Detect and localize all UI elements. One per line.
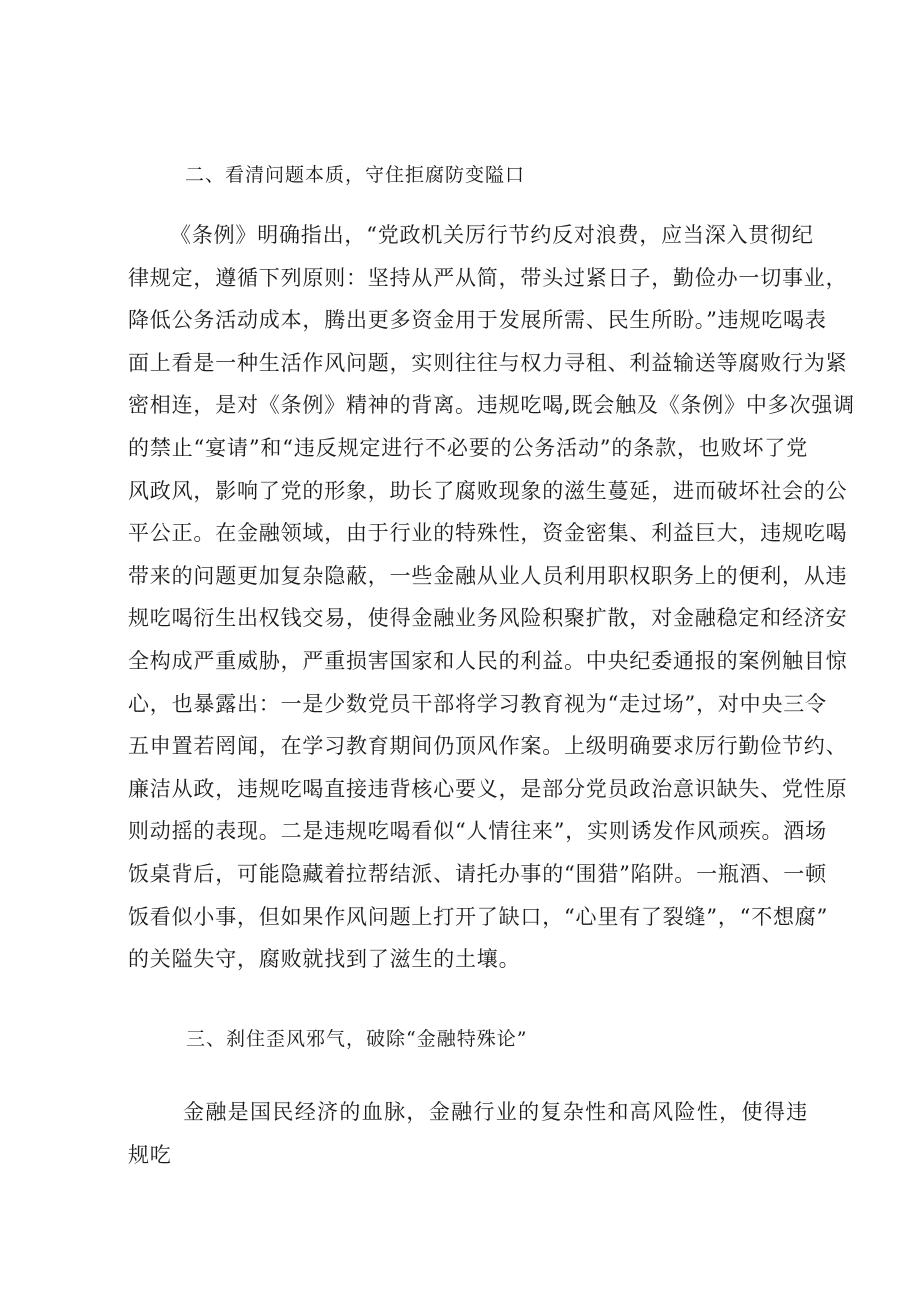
paragraph-line: 降低公务活动成本，腾出更多资金用于发展所需、民生所盼。”违规吃喝表 bbox=[128, 308, 827, 333]
paragraph-line: 平公正。在金融领域，由于行业的特殊性，资金密集、利益巨大，违规吃喝 bbox=[128, 521, 848, 546]
paragraph-line: 五申置若罔闻，在学习教育期间仍顶风作案。上级明确要求厉行勤俭节约、 bbox=[128, 734, 848, 759]
paragraph-line: 《条例》明确指出，“党政机关厉行节约反对浪费，应当深入贯彻纪 bbox=[170, 223, 814, 247]
paragraph-line: 风政风，影响了党的形象，助长了腐败现象的滋生蔓延，进而破坏社会的公 bbox=[128, 478, 848, 503]
paragraph-line: 的禁止“宴请”和“违反规定进行不必要的公务活动”的条款，也败坏了党 bbox=[128, 435, 808, 460]
section-3-heading: 三、刹住歪风邪气，破除“金融特殊论” bbox=[186, 1028, 528, 1050]
section-3-paragraph: 金融是国民经济的血脉，金融行业的复杂性和高风险性，使得违规吃 bbox=[128, 1100, 808, 1167]
paragraph-line: 则动摇的表现。二是违规吃喝看似“人情往来”，实则诱发作风顽疾。酒场 bbox=[128, 819, 827, 844]
paragraph-line: 密相连，是对《条例》精神的背离。违规吃喝,既会触及《条例》中多次强调 bbox=[128, 393, 855, 418]
paragraph-line: 廉洁从政，违规吃喝直接违背核心要义，是部分党员政治意识缺失、党性原 bbox=[128, 776, 848, 801]
paragraph-line: 全构成严重威胁，严重损害国家和人民的利益。中央纪委通报的案例触目惊 bbox=[128, 648, 848, 673]
paragraph-line: 饭看似小事，但如果作风问题上打开了缺口，“心里有了裂缝”，“不想腐” bbox=[128, 904, 829, 929]
paragraph-line: 的关隘失守，腐败就找到了滋生的土壤。 bbox=[128, 947, 521, 972]
paragraph-line: 律规定，遵循下列原则：坚持从严从简，带头过紧日子，勤俭办一切事业， bbox=[128, 265, 848, 290]
paragraph-line: 饭桌背后，可能隐藏着拉帮结派、请托办事的“围猎”陷阱。一瓶酒、一顿 bbox=[128, 861, 827, 886]
section-2-heading: 二、看清问题本质，守住拒腐防变隘口 bbox=[185, 164, 526, 186]
paragraph-line: 规吃喝衍生出权钱交易，使得金融业务风险积聚扩散，对金融稳定和经济安 bbox=[128, 606, 848, 631]
paragraph-line: 面上看是一种生活作风问题，实则往往与权力寻租、利益输送等腐败行为紧 bbox=[128, 350, 848, 375]
paragraph-line: 心，也暴露出：一是少数党员干部将学习教育视为“走过场”，对中央三令 bbox=[128, 691, 827, 716]
paragraph-line: 带来的问题更加复杂隐蔽，一些金融从业人员利用职权职务上的便利，从违 bbox=[128, 563, 848, 588]
section-2-paragraph bbox=[128, 214, 855, 981]
